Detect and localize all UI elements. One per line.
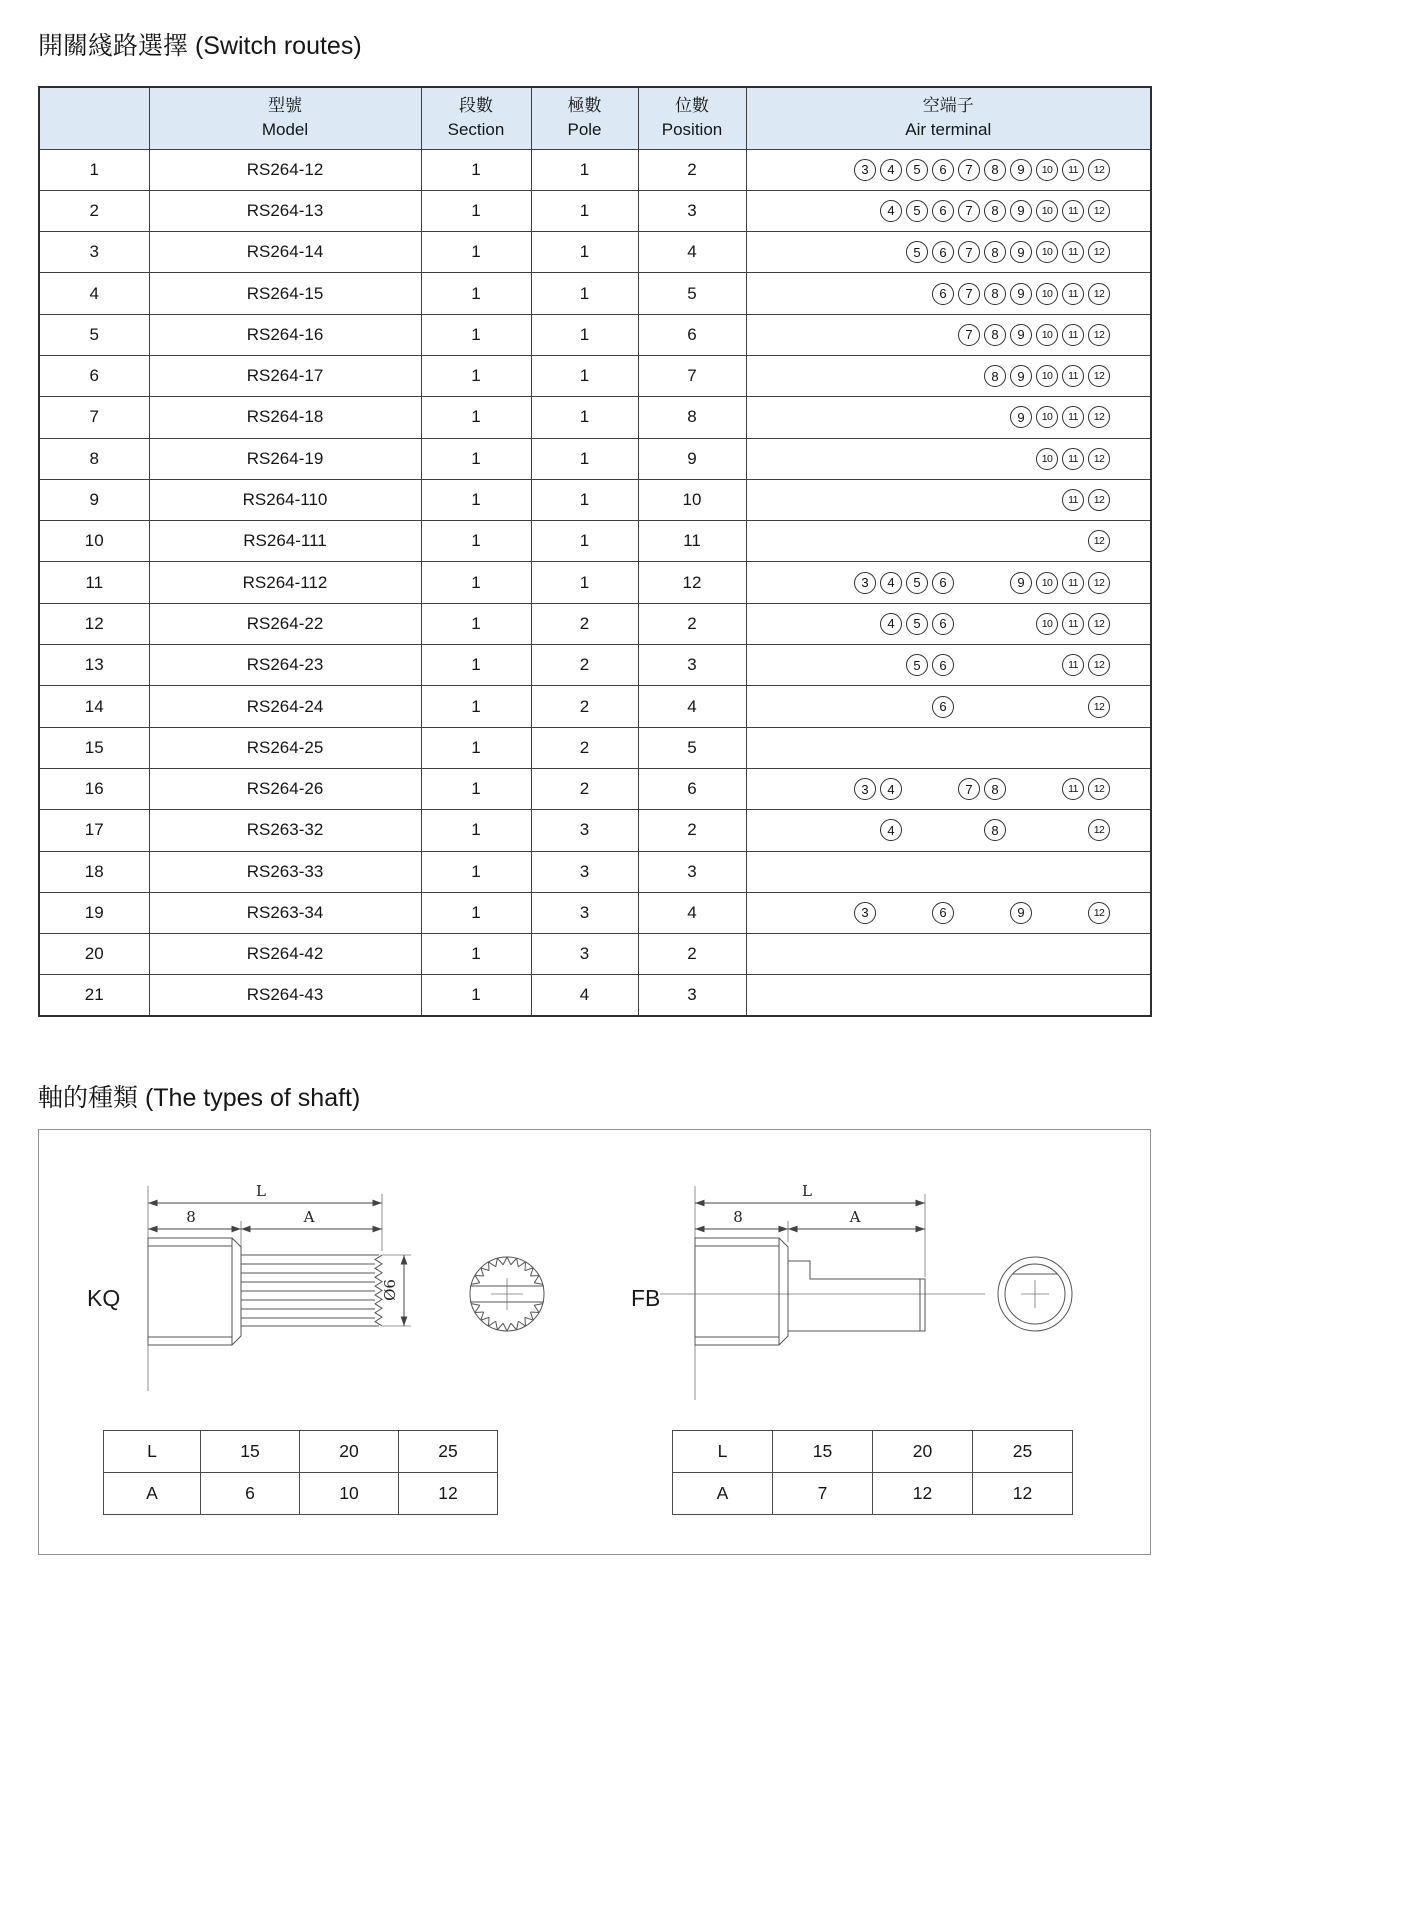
air-terminal-cell (746, 851, 1151, 892)
terminal-circle-10: 10 (1036, 365, 1058, 387)
model-cell: RS264-110 (149, 479, 421, 520)
terminal-circle-11: 11 (1062, 283, 1084, 305)
terminal-circle-8: 8 (984, 241, 1006, 263)
terminal-circle-12: 12 (1088, 530, 1110, 552)
table-row (39, 479, 1151, 520)
pole-cell: 4 (531, 975, 638, 1016)
terminal-circle-6: 6 (932, 241, 954, 263)
terminal-circle-5: 5 (906, 613, 928, 635)
row-index-cell: 2 (39, 190, 149, 231)
row-index-cell: 12 (39, 603, 149, 644)
terminal-circle-12: 12 (1088, 200, 1110, 222)
fb-front-view (998, 1257, 1072, 1331)
section-cell: 1 (421, 190, 531, 231)
row-index-cell: 19 (39, 892, 149, 933)
terminal-circle-12: 12 (1088, 324, 1110, 346)
terminal-circle-3: 3 (854, 572, 876, 594)
section-cell: 1 (421, 768, 531, 809)
air-terminal-cell (746, 438, 1151, 479)
dim-value-cell: 20 (300, 1431, 399, 1473)
terminal-circle-10: 10 (1036, 324, 1058, 346)
shaft-types-panel (38, 1129, 1151, 1555)
terminal-circle-12: 12 (1088, 572, 1110, 594)
model-cell: RS264-13 (149, 190, 421, 231)
terminal-circle-12: 12 (1088, 448, 1110, 470)
terminal-circle-8: 8 (984, 324, 1006, 346)
kq-diagram (87, 1182, 411, 1391)
position-cell: 2 (638, 149, 746, 190)
terminal-circle-6: 6 (932, 902, 954, 924)
air-terminal-cell (746, 975, 1151, 1016)
pole-cell: 1 (531, 232, 638, 273)
position-cell: 3 (638, 190, 746, 231)
position-cell: 9 (638, 438, 746, 479)
terminal-circle-6: 6 (932, 572, 954, 594)
table-row (39, 934, 1151, 975)
terminal-circle-8: 8 (984, 365, 1006, 387)
dim-value-cell: 6 (201, 1473, 300, 1515)
pole-cell: 2 (531, 603, 638, 644)
pole-cell: 2 (531, 768, 638, 809)
model-cell: RS263-33 (149, 851, 421, 892)
terminal-circle-8: 8 (984, 200, 1006, 222)
section-cell: 1 (421, 975, 531, 1016)
terminal-circle-6: 6 (932, 159, 954, 181)
col-header-position: 位數 Position (638, 87, 746, 149)
terminal-circle-10: 10 (1036, 572, 1058, 594)
table-row (39, 727, 1151, 768)
dim-label-cell: A (673, 1473, 773, 1515)
table-row (39, 438, 1151, 479)
terminal-circle-12: 12 (1088, 778, 1110, 800)
model-cell: RS264-14 (149, 232, 421, 273)
terminal-circle-4: 4 (880, 572, 902, 594)
pole-cell: 1 (531, 479, 638, 520)
row-index-cell: 18 (39, 851, 149, 892)
terminal-circle-4: 4 (880, 778, 902, 800)
pole-cell: 2 (531, 727, 638, 768)
row-index-cell: 4 (39, 273, 149, 314)
terminal-circle-3: 3 (854, 159, 876, 181)
model-cell: RS264-12 (149, 149, 421, 190)
dim-value-cell: 7 (773, 1473, 873, 1515)
terminal-circle-3: 3 (854, 778, 876, 800)
switch-routes-title: 開關綫路選擇 (Switch routes) (38, 32, 362, 60)
terminal-circle-7: 7 (958, 200, 980, 222)
col-header-pole: 極數 Pole (531, 87, 638, 149)
model-cell: RS264-25 (149, 727, 421, 768)
position-cell: 10 (638, 479, 746, 520)
air-terminal-cell (746, 521, 1151, 562)
model-cell: RS264-42 (149, 934, 421, 975)
col-header-section: 段數 Section (421, 87, 531, 149)
model-cell: RS264-17 (149, 355, 421, 396)
terminal-circle-10: 10 (1036, 613, 1058, 635)
position-cell: 11 (638, 521, 746, 562)
terminal-circle-6: 6 (932, 613, 954, 635)
model-cell: RS264-15 (149, 273, 421, 314)
table-row (39, 190, 1151, 231)
pole-cell: 3 (531, 934, 638, 975)
terminal-circle-12: 12 (1088, 902, 1110, 924)
row-index-cell: 8 (39, 438, 149, 479)
col-header-air-terminal: 空端子 Air terminal (746, 87, 1151, 149)
terminal-circle-12: 12 (1088, 489, 1110, 511)
table-row (39, 397, 1151, 438)
terminal-circle-9: 9 (1010, 406, 1032, 428)
terminal-circle-11: 11 (1062, 654, 1084, 676)
table-row (39, 645, 1151, 686)
dim-value-cell: 25 (973, 1431, 1073, 1473)
position-cell: 3 (638, 645, 746, 686)
model-cell: RS264-26 (149, 768, 421, 809)
pole-cell: 2 (531, 645, 638, 686)
terminal-circle-5: 5 (906, 200, 928, 222)
terminal-circle-10: 10 (1036, 448, 1058, 470)
row-index-cell: 17 (39, 810, 149, 851)
table-row (39, 975, 1151, 1016)
air-terminal-cell (746, 190, 1151, 231)
terminal-circle-11: 11 (1062, 489, 1084, 511)
terminal-circle-4: 4 (880, 613, 902, 635)
terminal-circle-5: 5 (906, 241, 928, 263)
fb-label: FB (631, 1285, 661, 1311)
section-cell: 1 (421, 810, 531, 851)
position-cell: 2 (638, 603, 746, 644)
table-row (39, 810, 1151, 851)
table-row (39, 851, 1151, 892)
table-row (39, 273, 1151, 314)
position-cell: 2 (638, 810, 746, 851)
fb-dimension-table (672, 1430, 1073, 1515)
terminal-circle-11: 11 (1062, 200, 1084, 222)
col-header-model: 型號 Model (149, 87, 421, 149)
section-cell: 1 (421, 273, 531, 314)
terminal-circle-12: 12 (1088, 159, 1110, 181)
dim-value-cell: 10 (300, 1473, 399, 1515)
fb-dim-8: 8 (733, 1208, 743, 1226)
dim-label-cell: L (673, 1431, 773, 1473)
section-cell: 1 (421, 934, 531, 975)
pole-cell: 3 (531, 851, 638, 892)
dim-label-cell: A (104, 1473, 201, 1515)
section-cell: 1 (421, 232, 531, 273)
model-cell: RS264-112 (149, 562, 421, 603)
air-terminal-cell (746, 686, 1151, 727)
terminal-circle-9: 9 (1010, 902, 1032, 924)
terminal-circle-11: 11 (1062, 406, 1084, 428)
section-cell: 1 (421, 727, 531, 768)
row-index-cell: 5 (39, 314, 149, 355)
section-cell: 1 (421, 645, 531, 686)
row-index-cell: 3 (39, 232, 149, 273)
terminal-circle-12: 12 (1088, 283, 1110, 305)
terminal-circle-6: 6 (932, 654, 954, 676)
terminal-circle-8: 8 (984, 283, 1006, 305)
dim-value-cell: 12 (399, 1473, 498, 1515)
position-cell: 3 (638, 851, 746, 892)
section-cell: 1 (421, 892, 531, 933)
row-index-cell: 15 (39, 727, 149, 768)
air-terminal-cell (746, 727, 1151, 768)
air-terminal-cell (746, 934, 1151, 975)
terminal-circle-9: 9 (1010, 365, 1032, 387)
terminal-circle-6: 6 (932, 696, 954, 718)
terminal-circle-12: 12 (1088, 654, 1110, 676)
kq-front-view (470, 1257, 544, 1331)
air-terminal-cell (746, 892, 1151, 933)
terminal-circle-4: 4 (880, 159, 902, 181)
row-index-cell: 10 (39, 521, 149, 562)
terminal-circle-9: 9 (1010, 572, 1032, 594)
position-cell: 6 (638, 314, 746, 355)
table-row (39, 314, 1151, 355)
air-terminal-cell (746, 810, 1151, 851)
terminal-circle-7: 7 (958, 324, 980, 346)
section-cell: 1 (421, 314, 531, 355)
col-header-index (39, 87, 149, 149)
terminal-circle-12: 12 (1088, 613, 1110, 635)
table-row (39, 521, 1151, 562)
kq-dim-A: A (303, 1208, 315, 1226)
terminal-circle-8: 8 (984, 159, 1006, 181)
terminal-circle-11: 11 (1062, 241, 1084, 263)
model-cell: RS264-19 (149, 438, 421, 479)
dim-value-cell: 15 (201, 1431, 300, 1473)
terminal-circle-11: 11 (1062, 613, 1084, 635)
terminal-circle-11: 11 (1062, 324, 1084, 346)
terminal-circle-10: 10 (1036, 241, 1058, 263)
terminal-circle-10: 10 (1036, 283, 1058, 305)
terminal-circle-11: 11 (1062, 365, 1084, 387)
terminal-circle-10: 10 (1036, 406, 1058, 428)
air-terminal-cell (746, 397, 1151, 438)
terminal-circle-12: 12 (1088, 819, 1110, 841)
air-terminal-cell (746, 355, 1151, 396)
terminal-circle-6: 6 (932, 283, 954, 305)
table-row (39, 686, 1151, 727)
air-terminal-cell (746, 149, 1151, 190)
position-cell: 8 (638, 397, 746, 438)
kq-dim-8: 8 (186, 1208, 196, 1226)
section-cell: 1 (421, 355, 531, 396)
shaft-types-title: 軸的種類 (The types of shaft) (38, 1084, 361, 1112)
terminal-circle-10: 10 (1036, 200, 1058, 222)
row-index-cell: 1 (39, 149, 149, 190)
model-cell: RS263-32 (149, 810, 421, 851)
kq-label: KQ (87, 1285, 121, 1311)
terminal-circle-7: 7 (958, 159, 980, 181)
row-index-cell: 20 (39, 934, 149, 975)
dim-table-row (104, 1473, 498, 1515)
terminal-circle-11: 11 (1062, 572, 1084, 594)
pole-cell: 2 (531, 686, 638, 727)
air-terminal-cell (746, 603, 1151, 644)
dim-table-row (104, 1431, 498, 1473)
terminal-circle-7: 7 (958, 283, 980, 305)
terminal-circle-11: 11 (1062, 159, 1084, 181)
pole-cell: 3 (531, 892, 638, 933)
fb-diagram (631, 1182, 985, 1400)
position-cell: 6 (638, 768, 746, 809)
terminal-circle-12: 12 (1088, 406, 1110, 428)
model-cell: RS264-18 (149, 397, 421, 438)
pole-cell: 1 (531, 438, 638, 479)
terminal-circle-12: 12 (1088, 365, 1110, 387)
row-index-cell: 6 (39, 355, 149, 396)
air-terminal-cell (746, 645, 1151, 686)
fb-dim-A: A (849, 1208, 861, 1226)
dim-value-cell: 12 (973, 1473, 1073, 1515)
kq-dim-diameter: Ø6 (381, 1279, 399, 1301)
pole-cell: 1 (531, 273, 638, 314)
row-index-cell: 16 (39, 768, 149, 809)
row-index-cell: 9 (39, 479, 149, 520)
air-terminal-cell (746, 562, 1151, 603)
dim-value-cell: 15 (773, 1431, 873, 1473)
terminal-circle-11: 11 (1062, 448, 1084, 470)
row-index-cell: 11 (39, 562, 149, 603)
terminal-circle-8: 8 (984, 778, 1006, 800)
section-cell: 1 (421, 149, 531, 190)
switch-routes-body (39, 149, 1151, 1016)
pole-cell: 1 (531, 355, 638, 396)
terminal-circle-4: 4 (880, 819, 902, 841)
terminal-circle-9: 9 (1010, 200, 1032, 222)
section-cell: 1 (421, 438, 531, 479)
pole-cell: 1 (531, 397, 638, 438)
terminal-circle-9: 9 (1010, 159, 1032, 181)
row-index-cell: 7 (39, 397, 149, 438)
terminal-circle-7: 7 (958, 241, 980, 263)
section-cell: 1 (421, 603, 531, 644)
terminal-circle-9: 9 (1010, 283, 1032, 305)
dim-value-cell: 12 (873, 1473, 973, 1515)
kq-dim-L: L (256, 1182, 266, 1200)
position-cell: 7 (638, 355, 746, 396)
terminal-circle-5: 5 (906, 159, 928, 181)
table-row (39, 562, 1151, 603)
section-cell: 1 (421, 479, 531, 520)
dim-table-row (673, 1431, 1073, 1473)
table-row (39, 768, 1151, 809)
fb-dim-L: L (802, 1182, 812, 1200)
section-cell: 1 (421, 521, 531, 562)
table-row (39, 232, 1151, 273)
pole-cell: 1 (531, 314, 638, 355)
position-cell: 12 (638, 562, 746, 603)
terminal-circle-8: 8 (984, 819, 1006, 841)
terminal-circle-5: 5 (906, 572, 928, 594)
air-terminal-cell (746, 232, 1151, 273)
terminal-circle-7: 7 (958, 778, 980, 800)
position-cell: 5 (638, 727, 746, 768)
dim-value-cell: 20 (873, 1431, 973, 1473)
table-row (39, 603, 1151, 644)
position-cell: 4 (638, 686, 746, 727)
table-row (39, 355, 1151, 396)
model-cell: RS264-22 (149, 603, 421, 644)
position-cell: 5 (638, 273, 746, 314)
terminal-circle-11: 11 (1062, 778, 1084, 800)
pole-cell: 1 (531, 149, 638, 190)
row-index-cell: 13 (39, 645, 149, 686)
model-cell: RS264-24 (149, 686, 421, 727)
air-terminal-cell (746, 768, 1151, 809)
table-row (39, 892, 1151, 933)
model-cell: RS264-23 (149, 645, 421, 686)
terminal-circle-9: 9 (1010, 324, 1032, 346)
pole-cell: 1 (531, 521, 638, 562)
air-terminal-cell (746, 314, 1151, 355)
model-cell: RS264-16 (149, 314, 421, 355)
pole-cell: 3 (531, 810, 638, 851)
terminal-circle-4: 4 (880, 200, 902, 222)
row-index-cell: 21 (39, 975, 149, 1016)
terminal-circle-10: 10 (1036, 159, 1058, 181)
section-cell: 1 (421, 686, 531, 727)
pole-cell: 1 (531, 190, 638, 231)
switch-routes-table (38, 86, 1152, 1017)
dim-value-cell: 25 (399, 1431, 498, 1473)
table-row (39, 149, 1151, 190)
terminal-circle-12: 12 (1088, 241, 1110, 263)
position-cell: 2 (638, 934, 746, 975)
dim-table-row (673, 1473, 1073, 1515)
air-terminal-cell (746, 273, 1151, 314)
terminal-circle-6: 6 (932, 200, 954, 222)
model-cell: RS264-43 (149, 975, 421, 1016)
header-row (39, 87, 1151, 149)
row-index-cell: 14 (39, 686, 149, 727)
kq-dimension-table (103, 1430, 498, 1515)
dim-label-cell: L (104, 1431, 201, 1473)
position-cell: 4 (638, 232, 746, 273)
terminal-circle-3: 3 (854, 902, 876, 924)
section-cell: 1 (421, 562, 531, 603)
section-cell: 1 (421, 397, 531, 438)
pole-cell: 1 (531, 562, 638, 603)
model-cell: RS263-34 (149, 892, 421, 933)
section-cell: 1 (421, 851, 531, 892)
model-cell: RS264-111 (149, 521, 421, 562)
terminal-circle-12: 12 (1088, 696, 1110, 718)
position-cell: 4 (638, 892, 746, 933)
terminal-circle-5: 5 (906, 654, 928, 676)
position-cell: 3 (638, 975, 746, 1016)
terminal-circle-9: 9 (1010, 241, 1032, 263)
air-terminal-cell (746, 479, 1151, 520)
